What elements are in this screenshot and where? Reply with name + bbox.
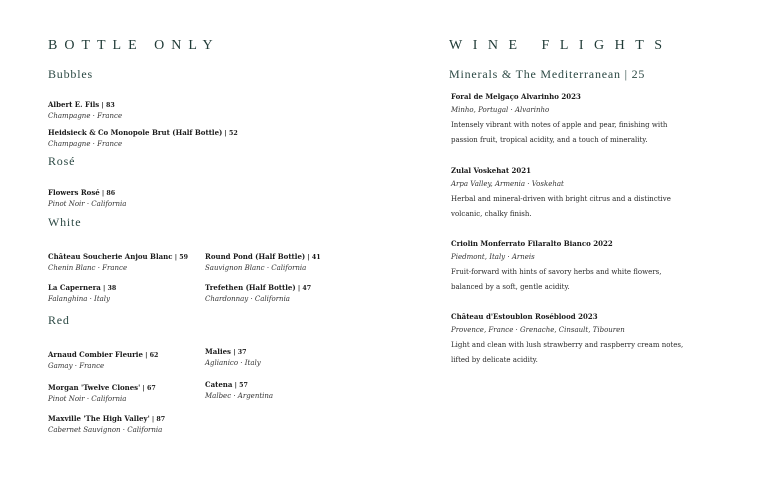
wine-region: Chardonnay · California [205,295,290,303]
wine-flights-title: WINE FLIGHTS [449,38,673,53]
section-heading-rose: Rosé [48,154,76,168]
wine-price: 67 [146,385,156,392]
section-heading-bubbles: Bubbles [48,67,93,81]
wine-name: Catena [205,380,233,389]
flight-section-heading: Minerals & The Mediterranean | 25 [449,67,646,81]
flight-wine-region: Piedmont, Italy · Arneis [451,253,535,261]
wine-name: Heidsieck & Co Monopole Brut (Half Bottle) [48,128,223,137]
flight-wine-name: Criolin Monferrato Filaralto Bianco 2022 [451,239,613,248]
wine-region: Champagne · France [48,140,123,148]
wine-price: 83 [105,102,115,109]
flight-wine-description: Fruit-forward with hints of savory herbs and white flowers, balanced by a soft, gentle acidity. [451,268,662,291]
flight-item [451,312,691,367]
flight-wine-region: Arpa Valley, Armenia · Voskehat [451,180,564,188]
flight-wine-name: Zulal Voskehat 2021 [451,166,531,175]
flight-wine-region: Minho, Portugal · Alvarinho [451,106,550,114]
wine-item: Heidsieck & Co Monopole Brut (Half Bottle) | 52 Champagne · France [48,128,238,148]
wine-price: 86 [106,190,116,197]
wine-region: Sauvignon Blanc · California [205,264,307,272]
wine-price: 38 [107,285,117,292]
flight-wine-region: Provence, France · Grenache, Cinsault, Tibouren [451,326,625,334]
wine-region: Champagne · France [48,112,123,120]
wine-region: Gamay · France [48,362,105,370]
wine-item: Château Soucherie Anjou Blanc | 59 Chenin Blanc · France [48,252,188,272]
wine-price: 37 [237,349,247,356]
wine-name: Morgan 'Twelve Clones' [48,383,141,392]
wine-item: Morgan 'Twelve Clones' | 67 Pinot Noir · California [48,383,156,403]
bottle-only-title: BOTTLE ONLY [48,38,220,53]
wine-item: Arnaud Combier Fleurie | 62 Gamay · France [48,350,159,370]
wine-name: La Capernera [48,283,101,292]
wine-region: Aglianico · Italy [205,359,261,367]
wine-region: Chenin Blanc · France [48,264,128,272]
wine-name: Trefethen (Half Bottle) [205,283,296,292]
section-heading-white: White [48,215,82,229]
wine-price: 59 [179,254,188,261]
wine-price: 47 [302,285,312,292]
wine-item: La Capernera | 38 Falanghina · Italy [48,283,117,303]
wine-price: 57 [239,382,248,389]
wine-item: Flowers Rosé | 86 Pinot Noir · California [48,188,127,208]
flight-wine-description: Light and clean with lush strawberry and raspberry cream notes, lifted by delicate acidity. [451,341,684,364]
wine-name: Maxville 'The High Valley' [48,414,150,423]
wine-price: 41 [311,254,321,261]
wine-region: Cabernet Sauvignon · California [48,426,163,434]
wine-region: Falanghina · Italy [48,295,111,303]
wine-name: Arnaud Combier Fleurie [48,350,143,359]
flight-item [451,239,691,294]
flight-item [451,92,691,147]
wine-name: Round Pond (Half Bottle) [205,252,306,261]
flight-wine-name: Foral de Melgaço Alvarinho 2023 [451,92,581,101]
wine-price: 52 [229,130,238,137]
wine-price: 62 [149,352,159,359]
flight-item [451,166,691,221]
wine-item: Round Pond (Half Bottle) | 41 Sauvignon Blanc · California [205,252,321,272]
wine-item: Catena | 57 Malbec · Argentina [205,380,274,400]
wine-region: Pinot Noir · California [48,395,127,403]
wine-name: Flowers Rosé [48,188,100,197]
flight-wine-name: Château d'Estoublon Roséblood 2023 [451,312,598,321]
wine-name: Albert E. Fils [48,100,100,109]
flight-wine-description: Intensely vibrant with notes of apple and pear, finishing with passion fruit, tropical acidity, and a touch of minerality. [451,121,668,144]
wine-name: Château Soucherie Anjou Blanc [48,252,173,261]
wine-item: Maxville 'The High Valley' | 87 Cabernet Sauvignon · California [48,414,166,434]
section-heading-red: Red [48,313,70,327]
wine-name: Malies [205,347,231,356]
wine-item: Trefethen (Half Bottle) | 47 Chardonnay · California [205,283,312,303]
wine-item: Albert E. Fils | 83 Champagne · France [48,100,123,120]
wine-region: Malbec · Argentina [205,392,274,400]
wine-item: Malies | 37 Aglianico · Italy [205,347,261,367]
wine-price: 87 [156,416,166,423]
wine-region: Pinot Noir · California [48,200,127,208]
flight-wine-description: Herbal and mineral-driven with bright citrus and a distinctive volcanic, chalky finish. [451,195,671,218]
